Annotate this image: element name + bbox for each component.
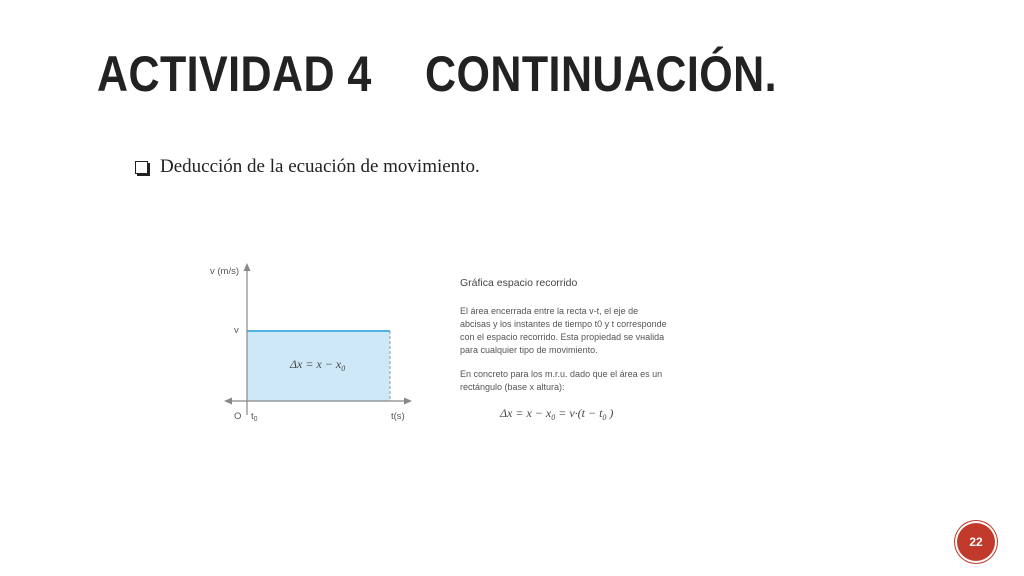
bullet-text: Deducción de la ecuación de movimiento. <box>160 156 480 177</box>
title-part-2: CONTINUACIÓN. <box>425 46 777 102</box>
origin-label: O <box>234 411 242 422</box>
panel-paragraph-1-line-2: abcisas y los instantes de tiempo t0 y t corresponde <box>460 319 667 329</box>
panel-paragraph-2-line-2: rectángulo (base x altura): <box>460 382 565 392</box>
bullet-item <box>135 156 480 178</box>
x-axis-left-arrow-icon <box>224 398 232 405</box>
y-axis-label: v (m/s) <box>210 266 240 277</box>
v-tick-label: v <box>234 325 239 336</box>
page-number-badge <box>957 523 995 561</box>
panel-paragraph-2-line-1: En concreto para los m.r.u. dado que el área es un <box>460 369 663 379</box>
checkbox-bullet-icon <box>135 161 148 174</box>
x-axis-label: t(s) <box>391 411 405 422</box>
panel-paragraph-1-line-4: para cualquier tipo de movimiento. <box>460 345 598 355</box>
panel-paragraph-1-line-1: El área encerrada entre la recta v-t, el eje de <box>460 306 639 316</box>
y-axis-arrow-icon <box>244 263 251 271</box>
page-number: 22 <box>969 535 983 549</box>
x-axis-right-arrow-icon <box>404 398 412 405</box>
panel-formula: $\Delta x = x - x_0 = v\cdot(t - t_0$ ) <box>500 406 614 422</box>
area-equation: $\Delta x = x - x_0$ <box>290 357 346 373</box>
panel-heading: Gráfica espacio recorrido <box>460 277 578 289</box>
slide-title <box>97 42 777 106</box>
title-part-1: ACTIVIDAD 4 <box>97 46 372 102</box>
motion-figure <box>200 255 700 435</box>
panel-paragraph-1-line-3: con el espacio recorrido. Esta propiedad se vнalida <box>460 332 665 342</box>
t0-label: $t_0$ <box>251 411 258 423</box>
